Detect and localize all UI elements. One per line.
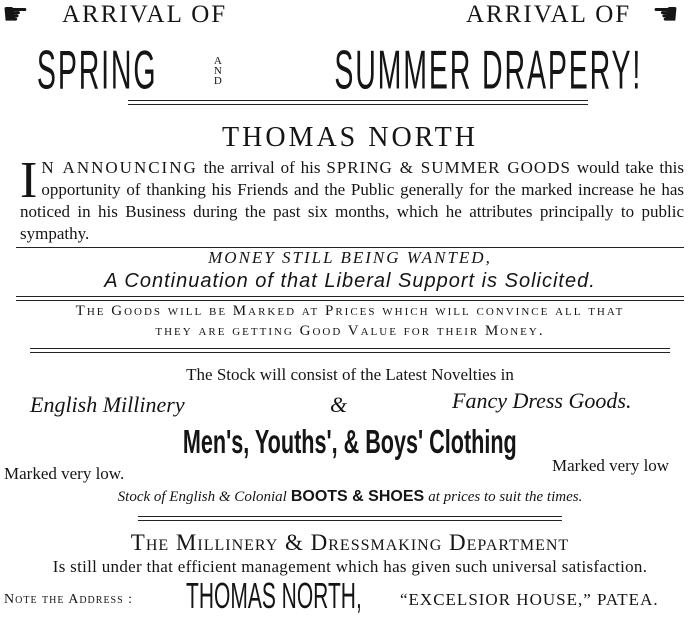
- footer-address: “EXCELSIOR HOUSE,” PATEA.: [400, 590, 659, 609]
- english-millinery: English Millinery: [30, 392, 185, 417]
- spring-summer-headline: [0, 38, 700, 101]
- divider-rule: [128, 100, 588, 105]
- marked-low-right: Marked very low: [552, 456, 670, 475]
- clothing-text: Men's, Youths', & Boys' Clothing: [183, 424, 517, 462]
- arrival-left: ARRIVAL OF: [62, 1, 228, 28]
- continuation-line: [0, 269, 700, 295]
- pointing-hand-left-icon: ☚: [652, 0, 679, 31]
- divider-rule: [138, 516, 562, 521]
- note-address: Note the Address :: [4, 592, 134, 607]
- arrival-right: ARRIVAL OF: [466, 1, 632, 28]
- continuation-text: A Continuation of that Liberal Support is Solicited.: [104, 270, 596, 292]
- ampersand-ornament: &: [330, 392, 348, 417]
- stock-intro: The Stock will consist of the Latest Novelties in: [186, 365, 514, 384]
- drop-cap: I: [20, 152, 38, 209]
- merchant-name-heading: THOMAS NORTH: [222, 122, 478, 153]
- boots-shoes: BOOTS & SHOES: [290, 488, 425, 505]
- and-vertical: AND: [211, 55, 224, 86]
- department-title: The Millinery & Dressmaking Department: [130, 530, 570, 555]
- boots-prefix: Stock of English & Colonial: [117, 489, 287, 505]
- summer-drapery-word: SUMMER DRAPERY!: [334, 38, 643, 101]
- announcement-text-b: would take this opportunity of thanking his Friends and the Public generally for the marked increase he has noticed in his Business during the past six months, which he attributes principally to public sympathy.: [20, 158, 684, 243]
- divider-rule: [30, 348, 670, 353]
- clothing-heading: [0, 423, 700, 462]
- department-management: Is still under that efficient management which has given such universal satisfaction.: [52, 557, 648, 576]
- spring-word: SPRING: [36, 38, 158, 101]
- announcement-goods: SPRING & SUMMER GOODS: [326, 158, 571, 177]
- announcement-text-a: the arrival of his: [197, 158, 327, 177]
- pricing-line-2: they are getting Good Value for their Money.: [155, 323, 545, 339]
- announcement-paragraph: [20, 152, 684, 245]
- footer-name-text: THOMAS NORTH,: [186, 577, 362, 617]
- boots-line: [0, 486, 700, 508]
- fancy-dress-goods: Fancy Dress Goods.: [452, 388, 632, 413]
- announcement-lead: N ANNOUNCING: [41, 158, 198, 177]
- money-wanted: MONEY STILL BEING WANTED,: [208, 248, 492, 267]
- pricing-line-1: The Goods will be Marked at Prices which will convince all that: [75, 303, 625, 319]
- boots-suffix: at prices to suit the times.: [428, 489, 583, 505]
- marked-low-left: Marked very low.: [4, 464, 125, 483]
- money-wanted-line: [0, 247, 700, 270]
- pointing-hand-right-icon: ☛: [2, 0, 29, 31]
